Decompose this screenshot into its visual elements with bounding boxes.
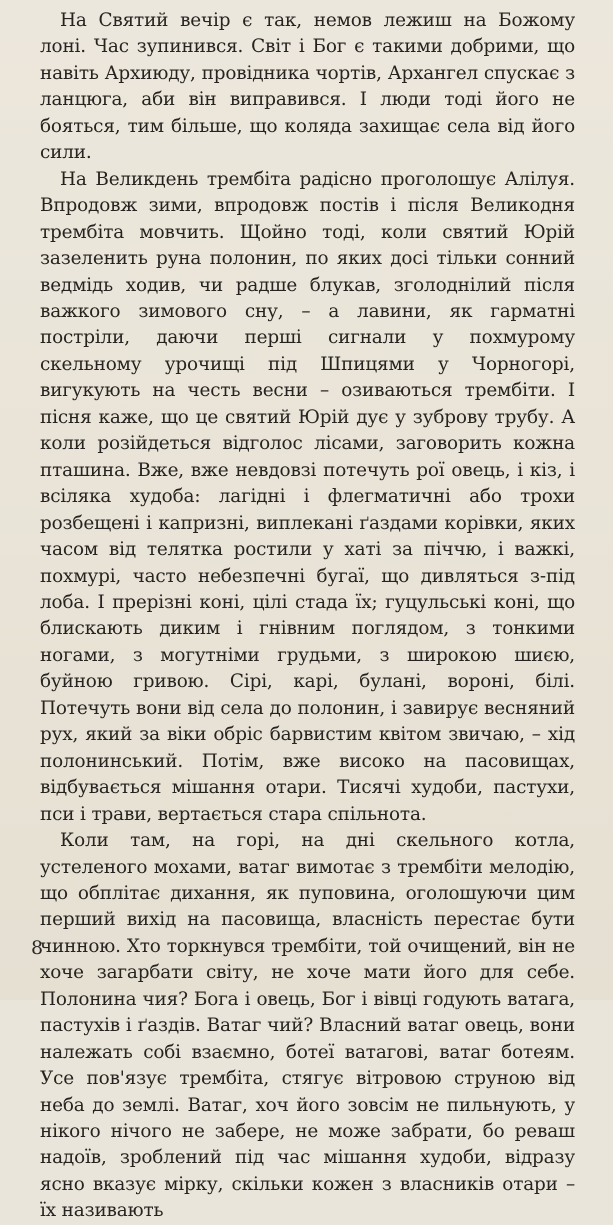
body-text	[40, 8, 575, 1225]
paragraph-mountain-pasture: Коли там, на горі, на дні скельного котла, устеленого мохами, ватаг вимотає з трембіти мелодію, що обплітає дихання, як пуповина, оголошуючи цим перший вихід на пасовища, власність перестає бути чинною. Хто торкнувся трембіти, той очищений, він не хоче загарбати світу, не хоче мати його для себе. Полонина чия? Бога і овець, Бог і вівці годують ватага, пастухів і ґаздів. Ватаг чий? Власний ватаг овець, вони належать собі взаємно, ботеї ватагові, ватаг ботеям. Усе пов'язує трембіта, стягує вітровою струною від неба до землі. Ватаг, хоч його зовсім не пильнують, у нікого нічого не забере, не може забрати, бо реваш надоїв, зроблений під час мішання худоби, відразу ясно вказує мірку, скільки кожен з власників отари – їх називають	[40, 830, 575, 1222]
page-number: 8	[31, 937, 44, 959]
paragraph-holy-evening: На Святий вечір є так, немов лежиш на Божому лоні. Час зупинився. Світ і Бог є такими добрими, що навіть Архиюду, провідника чортів, Архангел спускає з ланцюга, аби він виправився. І люди тоді його не бояться, тим більше, що коляда захищає села від його сили.	[40, 10, 575, 164]
paragraph-easter-trembita: На Великдень трембіта радісно проголошує Алілуя. Впродовж зими, впродовж постів і після Великодня трембіта мовчить. Щойно тоді, коли святий Юрій зазеленить руна полонин, по яких досі тільки сонний ведмідь ходив, чи радше блукав, зголоднілий після важкого зимового сну, – а лавини, як гарматні постріли, даючи перші сигнали у похмурому скельному урочищі під Шпицями у Чорногорі, вигукують на честь весни – озиваються трембіти. І пісня каже, що це святий Юрій дує у зуброву трубу. А коли розійдеться відголос лісами, заговорить кожна пташина. Вже, вже невдовзі потечуть рої овець, і кіз, і всіляка худоба: лагідні і флегматичні або трохи розбещені і капризні, виплекані ґаздами корівки, яких часом від телятка ростили у хаті за піччю, і важкі, похмурі, часто небезпечні бугаї, що дивляться з-під лоба. І прерізні коні, цілі стада їх; гуцульські коні, що блискають диким і гнівним поглядом, з тонкими ногами, з могутніми грудьми, з широкою шиєю, буйною гривою. Сірі, карі, булані, вороні, білі. Потечуть вони від села до полонин, і завирує весняний рух, який за віки обріс барвистим квітом звичаю, – хід полонинський. Потім, вже високо на пасовищах, відбувається мішання отари. Тисячі худоби, пастухи, пси і трави, вертається стара спільнота.	[40, 168, 575, 825]
